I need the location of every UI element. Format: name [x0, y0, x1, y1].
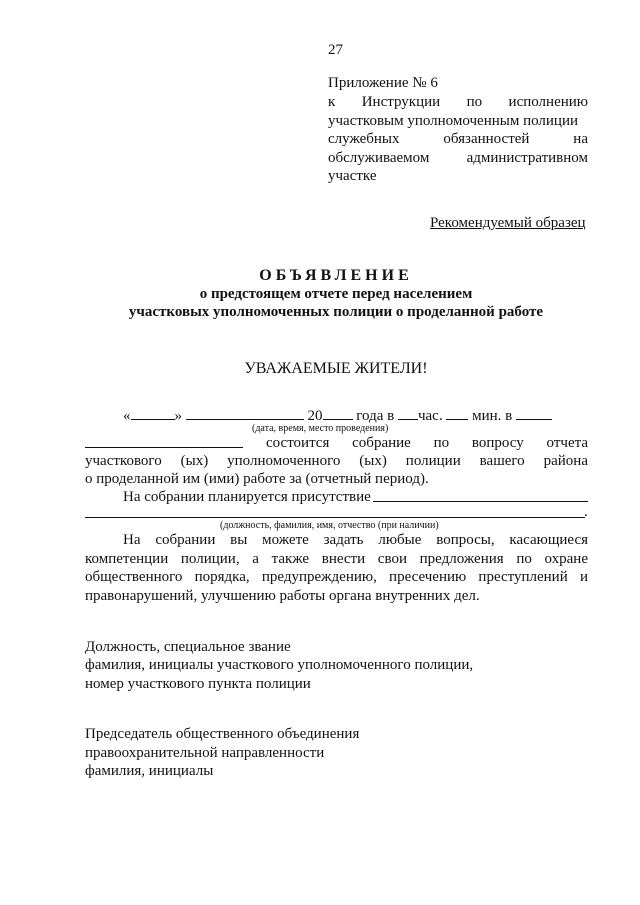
document-subtitle-1: о предстоящем отчете перед населением [199, 286, 473, 302]
appendix-line-3: служебных обязанностей на [328, 131, 588, 147]
chair-name: фамилия, инициалы [85, 763, 214, 779]
attendance-end: . [584, 504, 588, 520]
attendance-label: На собрании планируется присутствие [123, 489, 371, 505]
meeting-line-1: состоится собрание по вопросу отчета [266, 435, 588, 451]
questions-line-4: правонарушений, улучшению работы органа внутренних дел. [85, 588, 480, 604]
appendix-line-1: к Инструкции по исполнению [328, 94, 588, 110]
appendix-title: Приложение № 6 [328, 75, 438, 91]
year-suffix: года в [356, 408, 395, 424]
questions-line-3: общественного порядка, предупреждению, пресечению преступлений и [85, 569, 588, 585]
month-field[interactable] [186, 405, 304, 420]
district-field[interactable] [85, 447, 243, 448]
quote-close: » [174, 408, 182, 424]
appendix-line-4: обслуживаемом административном [328, 150, 588, 166]
attendance-hint: (должность, фамилия, имя, отчество (при наличии) [220, 520, 439, 531]
year-field[interactable] [323, 405, 353, 420]
attendance-field[interactable] [373, 501, 588, 502]
officer-position: Должность, специальное звание [85, 639, 291, 655]
document-title: ОБЪЯВЛЕНИЕ [259, 267, 413, 284]
questions-line-1: На собрании вы можете задать любые вопросы, касающиеся [123, 532, 588, 548]
questions-line-2: компетенции полиции, а также внести свои предложения по охране [85, 551, 588, 567]
quote-open: « [123, 408, 131, 424]
place-field[interactable] [516, 405, 552, 420]
meeting-line-2: участкового (ых) уполномоченного (ых) полиции вашего района [85, 453, 588, 469]
document-subtitle-2: участковых уполномоченных полиции о проделанной работе [128, 304, 544, 320]
meeting-line-3: о проделанной им (ими) работе за (отчетный период). [85, 471, 429, 487]
sample-label: Рекомендуемый образец [430, 215, 586, 231]
officer-point: номер участкового пункта полиции [85, 676, 311, 692]
appendix-line-5: участке [328, 168, 377, 184]
chair-organization: правоохранительной направленности [85, 745, 325, 761]
officer-name: фамилия, инициалы участкового уполномоченного полиции, [85, 657, 474, 673]
appendix-line-2: участковым уполномоченным полиции [328, 113, 579, 129]
date-hint: (дата, время, место проведения) [252, 423, 389, 434]
minute-field[interactable] [446, 405, 468, 420]
attendance-field-2[interactable] [85, 517, 585, 518]
year-prefix: 20 [307, 408, 323, 424]
minutes-label: мин. в [472, 408, 513, 424]
page-number: 27 [328, 42, 343, 58]
greeting: УВАЖАЕМЫЕ ЖИТЕЛИ! [244, 360, 428, 377]
hour-field[interactable] [398, 405, 418, 420]
day-field[interactable] [131, 405, 175, 420]
chair-title: Председатель общественного объединения [85, 726, 360, 742]
hours-label: час. [417, 408, 443, 424]
